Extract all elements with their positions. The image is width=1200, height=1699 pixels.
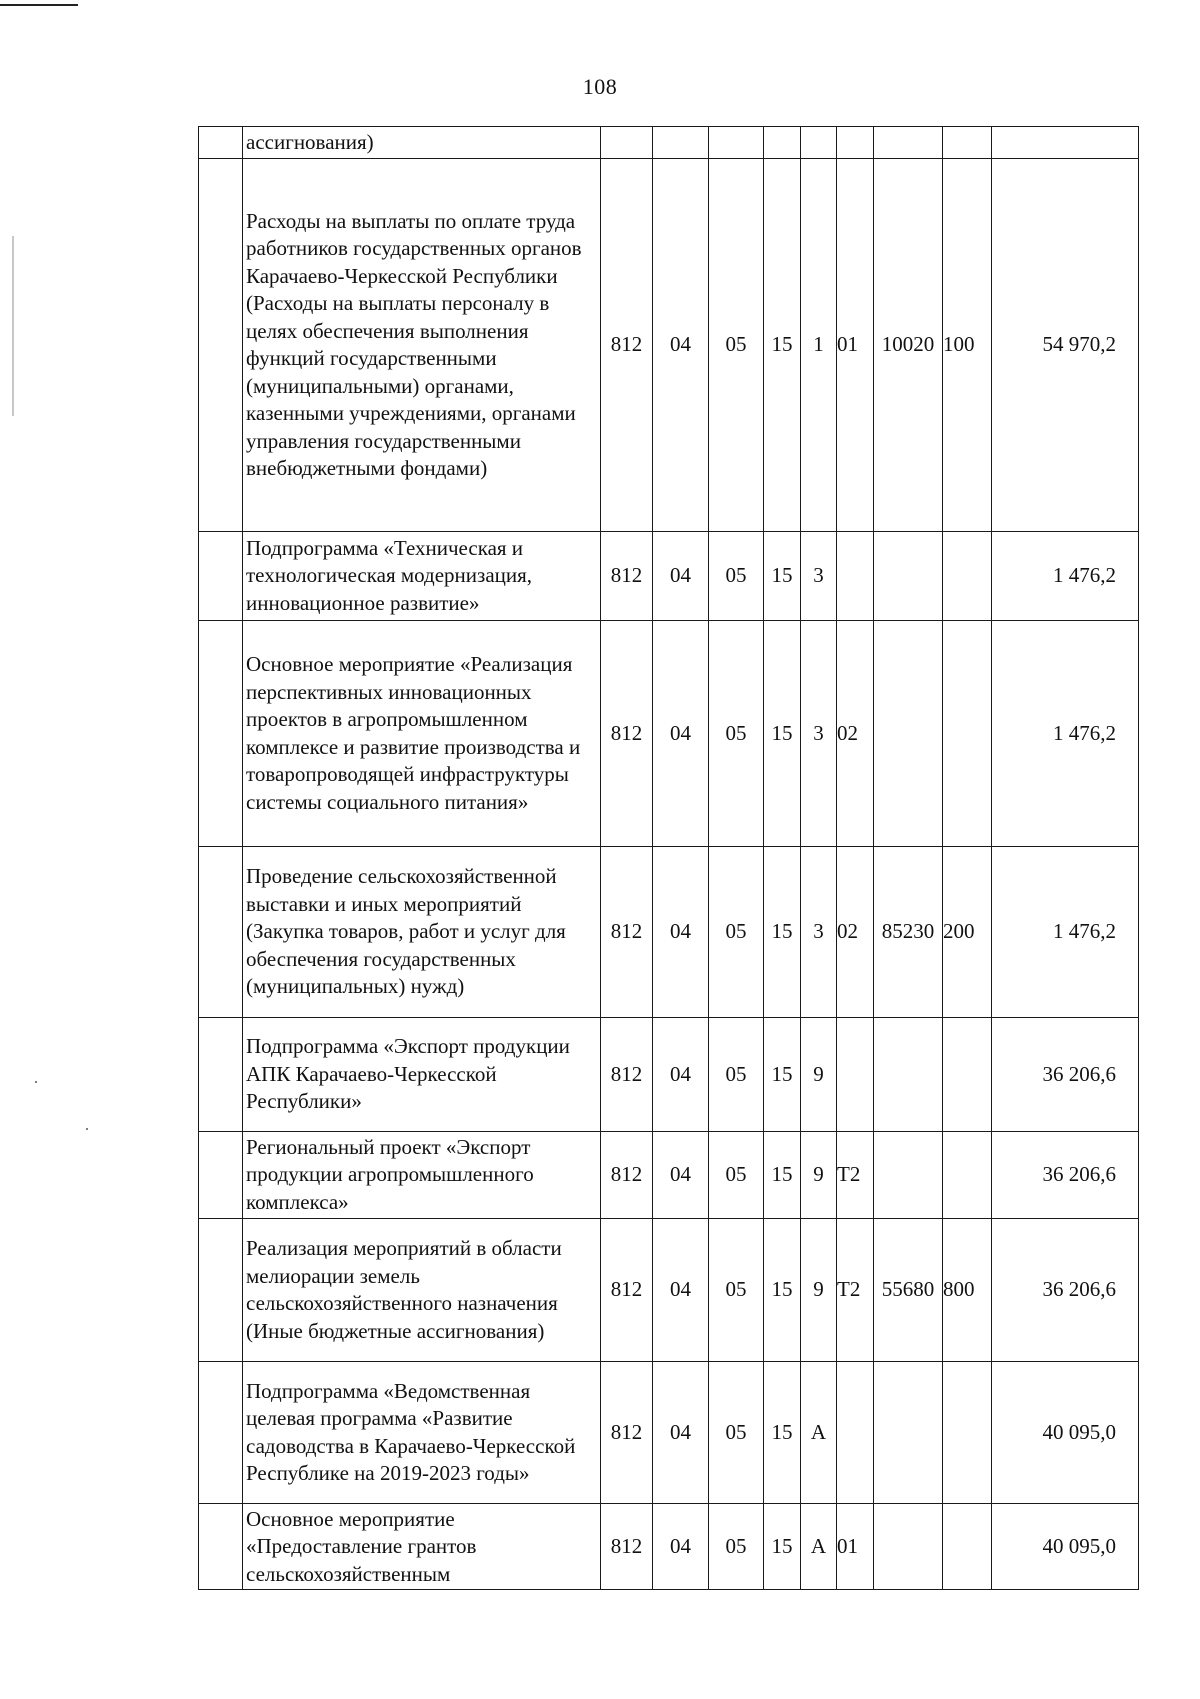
amount-cell: 36 206,6	[992, 1218, 1139, 1361]
ministry-code-cell: 812	[601, 1218, 653, 1361]
activity-code-cell	[837, 1017, 874, 1131]
section-code-cell: 04	[653, 1218, 709, 1361]
item-name-cell: Основное мероприятие «Реализация перспективных инновационных проектов в агропромышленном комплексе и развитие производства и товаропроводящей инфраструктуры системы социального питания»	[243, 620, 601, 846]
direction-code-cell: 85230	[874, 846, 943, 1017]
subsection-code-cell: 05	[709, 1017, 764, 1131]
amount-cell: 1 476,2	[992, 531, 1139, 620]
expense-type-cell	[943, 531, 992, 620]
row-number-cell	[199, 1017, 243, 1131]
amount-cell	[992, 127, 1139, 159]
subsection-code-cell: 05	[709, 1503, 764, 1590]
program-code-cell: 15	[764, 158, 801, 531]
activity-code-cell	[837, 127, 874, 159]
direction-code-cell	[874, 1361, 943, 1503]
program-code-cell: 15	[764, 846, 801, 1017]
subprogram-code-cell: 9	[801, 1131, 837, 1218]
item-name-cell: Основное мероприятие «Предоставление грантов сельскохозяйственным	[243, 1503, 601, 1590]
ministry-code-cell: 812	[601, 846, 653, 1017]
activity-code-cell: 01	[837, 158, 874, 531]
scan-speck	[35, 1081, 37, 1083]
scan-margin-line	[12, 236, 14, 416]
row-number-cell	[199, 127, 243, 159]
subprogram-code-cell: 9	[801, 1218, 837, 1361]
ministry-code-cell: 812	[601, 1131, 653, 1218]
subsection-code-cell	[709, 127, 764, 159]
activity-code-cell: Т2	[837, 1218, 874, 1361]
expense-type-cell: 800	[943, 1218, 992, 1361]
direction-code-cell	[874, 127, 943, 159]
ministry-code-cell: 812	[601, 620, 653, 846]
section-code-cell: 04	[653, 620, 709, 846]
direction-code-cell	[874, 1503, 943, 1590]
row-number-cell	[199, 531, 243, 620]
expense-type-cell	[943, 127, 992, 159]
direction-code-cell	[874, 620, 943, 846]
subprogram-code-cell: 3	[801, 846, 837, 1017]
subsection-code-cell: 05	[709, 531, 764, 620]
direction-code-cell: 55680	[874, 1218, 943, 1361]
ministry-code-cell: 812	[601, 1361, 653, 1503]
program-code-cell: 15	[764, 1131, 801, 1218]
activity-code-cell: 01	[837, 1503, 874, 1590]
section-code-cell: 04	[653, 1503, 709, 1590]
table-row	[199, 1131, 1139, 1218]
table-row	[199, 620, 1139, 846]
subprogram-code-cell: 3	[801, 531, 837, 620]
item-name-cell: Расходы на выплаты по оплате труда работников государственных органов Карачаево-Черкесской Республики (Расходы на выплаты персоналу в целях обеспечения выполнения функций государственными (муниципальными) органами, казенными учреждениями, органами управления государственными внебюджетными фондами)	[243, 158, 601, 531]
program-code-cell	[764, 127, 801, 159]
row-number-cell	[199, 620, 243, 846]
subprogram-code-cell: А	[801, 1503, 837, 1590]
table-body	[199, 127, 1139, 1590]
subsection-code-cell: 05	[709, 846, 764, 1017]
subsection-code-cell: 05	[709, 620, 764, 846]
table-row	[199, 531, 1139, 620]
section-code-cell: 04	[653, 846, 709, 1017]
amount-cell: 40 095,0	[992, 1361, 1139, 1503]
activity-code-cell: 02	[837, 620, 874, 846]
program-code-cell: 15	[764, 1218, 801, 1361]
direction-code-cell	[874, 1017, 943, 1131]
activity-code-cell: 02	[837, 846, 874, 1017]
ministry-code-cell: 812	[601, 1503, 653, 1590]
row-number-cell	[199, 1131, 243, 1218]
item-name-cell: Подпрограмма «Экспорт продукции АПК Карачаево-Черкесской Республики»	[243, 1017, 601, 1131]
subprogram-code-cell: 9	[801, 1017, 837, 1131]
program-code-cell: 15	[764, 531, 801, 620]
scan-speck	[86, 1128, 88, 1130]
program-code-cell: 15	[764, 1017, 801, 1131]
ministry-code-cell: 812	[601, 1017, 653, 1131]
amount-cell: 1 476,2	[992, 620, 1139, 846]
program-code-cell: 15	[764, 1361, 801, 1503]
row-number-cell	[199, 1361, 243, 1503]
direction-code-cell	[874, 531, 943, 620]
table-row	[199, 846, 1139, 1017]
expense-type-cell	[943, 1017, 992, 1131]
item-name-cell: Подпрограмма «Ведомственная целевая программа «Развитие садоводства в Карачаево-Черкесской Республике на 2019-2023 годы»	[243, 1361, 601, 1503]
subprogram-code-cell: 1	[801, 158, 837, 531]
expense-type-cell	[943, 1503, 992, 1590]
item-name-cell: Проведение сельскохозяйственной выставки и иных мероприятий (Закупка товаров, работ и услуг для обеспечения государственных (муниципальных) нужд)	[243, 846, 601, 1017]
section-code-cell: 04	[653, 531, 709, 620]
row-number-cell	[199, 1218, 243, 1361]
subprogram-code-cell: А	[801, 1361, 837, 1503]
amount-cell: 54 970,2	[992, 158, 1139, 531]
item-name-cell: Реализация мероприятий в области мелиорации земель сельскохозяйственного назначения (Иные бюджетные ассигнования)	[243, 1218, 601, 1361]
table-row	[199, 1361, 1139, 1503]
activity-code-cell	[837, 531, 874, 620]
ministry-code-cell: 812	[601, 158, 653, 531]
ministry-code-cell: 812	[601, 531, 653, 620]
page-number: 108	[582, 74, 618, 99]
subprogram-code-cell: 3	[801, 620, 837, 846]
subsection-code-cell: 05	[709, 1361, 764, 1503]
section-code-cell: 04	[653, 1361, 709, 1503]
subsection-code-cell: 05	[709, 1218, 764, 1361]
section-code-cell: 04	[653, 1131, 709, 1218]
table-row	[199, 1218, 1139, 1361]
row-number-cell	[199, 846, 243, 1017]
amount-cell: 40 095,0	[992, 1503, 1139, 1590]
expense-type-cell: 100	[943, 158, 992, 531]
program-code-cell: 15	[764, 620, 801, 846]
table-row	[199, 1503, 1139, 1590]
expense-type-cell	[943, 1131, 992, 1218]
subsection-code-cell: 05	[709, 1131, 764, 1218]
direction-code-cell: 10020	[874, 158, 943, 531]
row-number-cell	[199, 1503, 243, 1590]
subsection-code-cell: 05	[709, 158, 764, 531]
amount-cell: 36 206,6	[992, 1017, 1139, 1131]
activity-code-cell	[837, 1361, 874, 1503]
table-row	[199, 1017, 1139, 1131]
ministry-code-cell	[601, 127, 653, 159]
expense-type-cell	[943, 620, 992, 846]
top-rule	[0, 4, 78, 6]
activity-code-cell: Т2	[837, 1131, 874, 1218]
program-code-cell: 15	[764, 1503, 801, 1590]
budget-table	[198, 126, 1139, 1590]
table-row	[199, 158, 1139, 531]
direction-code-cell	[874, 1131, 943, 1218]
subprogram-code-cell	[801, 127, 837, 159]
amount-cell: 36 206,6	[992, 1131, 1139, 1218]
item-name-cell: ассигнования)	[243, 127, 601, 159]
section-code-cell: 04	[653, 158, 709, 531]
row-number-cell	[199, 158, 243, 531]
expense-type-cell: 200	[943, 846, 992, 1017]
item-name-cell: Подпрограмма «Техническая и технологическая модернизация, инновационное развитие»	[243, 531, 601, 620]
table-row	[199, 127, 1139, 159]
section-code-cell	[653, 127, 709, 159]
amount-cell: 1 476,2	[992, 846, 1139, 1017]
item-name-cell: Региональный проект «Экспорт продукции агропромышленного комплекса»	[243, 1131, 601, 1218]
expense-type-cell	[943, 1361, 992, 1503]
section-code-cell: 04	[653, 1017, 709, 1131]
